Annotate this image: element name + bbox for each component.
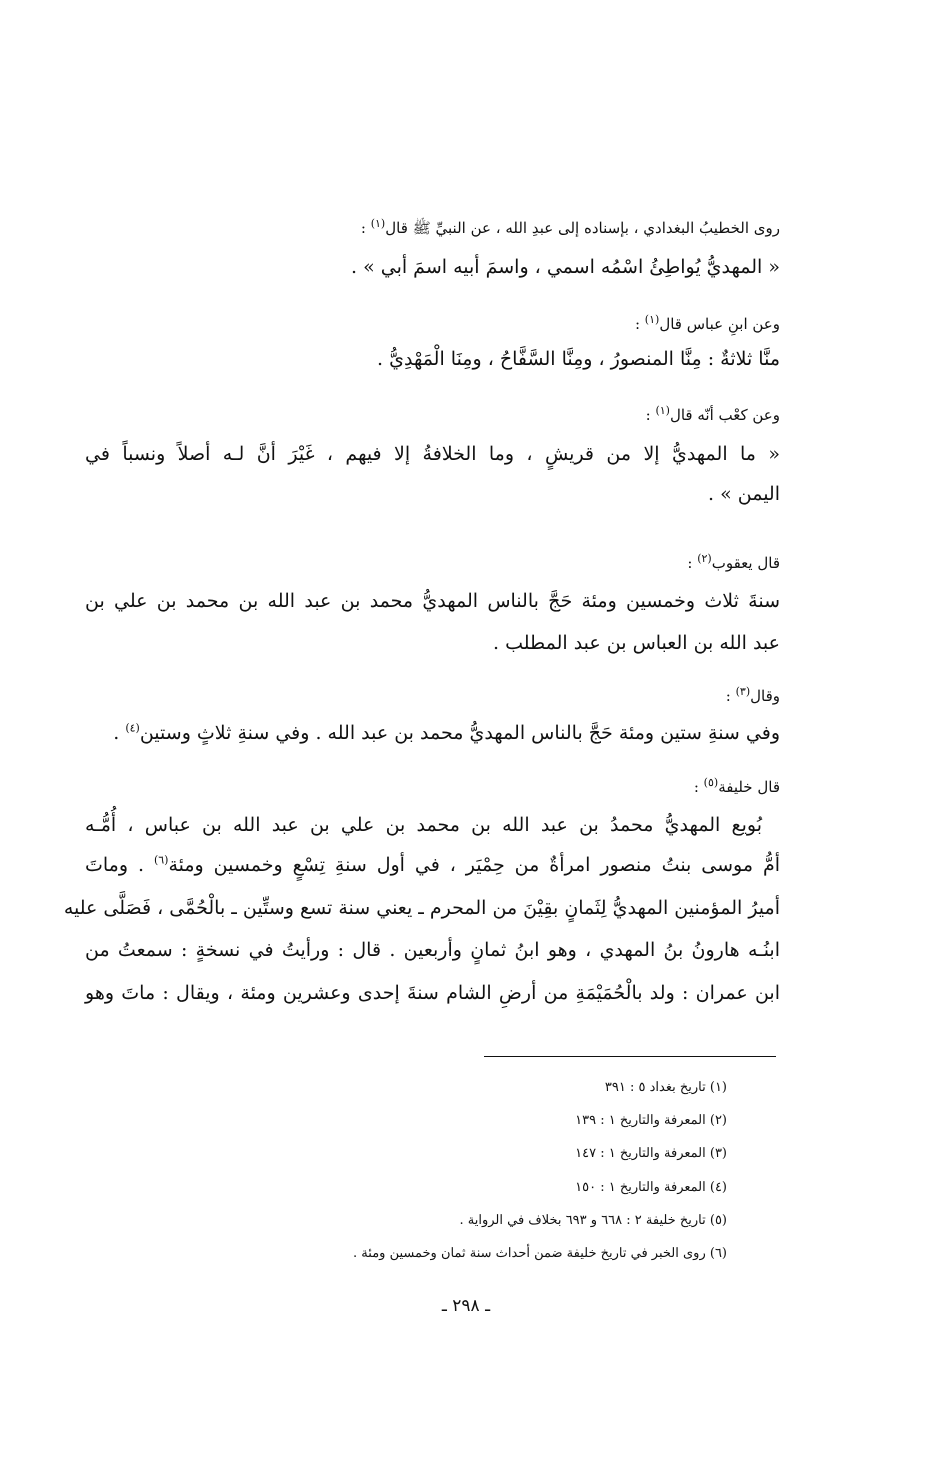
- footnote: (٢) المعرفة والتاريخ ١ : ١٣٩: [575, 1113, 727, 1128]
- body-text-line: ابنُـه هارونُ بنُ المهدي ، وهو ابنُ ثمانٍ وأربعين . قال : ورأيتُ في نسخةٍ : سمعتُ من: [85, 939, 780, 961]
- footnote: (١) تاريخ بغداد ٥ : ٣٩١: [604, 1080, 727, 1095]
- footnote: (٦) روى الخبر في تاريخ خليفة ضمن أحداث سنة ثمان وخمسين ومئة .: [353, 1246, 727, 1261]
- body-text-line: بُويع المهديُّ محمدُ بن عبد الله بن محمد بن علي بن عبد الله بن عباس ، أُمُّـه: [85, 814, 762, 836]
- hadith-text-line: اليمن » .: [708, 483, 780, 505]
- footnote-divider: [484, 1056, 776, 1057]
- footnote-ref: (١): [655, 404, 670, 417]
- narration-intro: وقال$^{(٣)}$ :: [725, 685, 780, 705]
- body-text-line: سنةَ ثلاث وخمسين ومئة حَجَّ بالناس المهديُّ محمد بن عبد الله بن محمد بن علي بن: [85, 590, 780, 612]
- body-text-line: عبد الله بن العباس بن عبد المطلب .: [493, 632, 780, 654]
- footnote-ref: (٢): [697, 552, 712, 565]
- footnote-ref: (٥): [703, 776, 719, 789]
- narration-intro: وعن كعْب أنّه قال$^{(١)}$ :: [645, 404, 780, 424]
- hadith-text-line: « ما المهديُّ إلا من قريشٍ ، وما الخلافةُ إلا فيهم ، غَيْرَ أنَّ لـه أصلاً ونسباً في: [85, 443, 780, 465]
- body-text-line: أمُّ موسى بنتُ منصور امرأةٌ من حِمْيَر ، في أول سنةِ تِسْعٍ وخمسين ومئة$^{(٦)}$ . وماتَ: [85, 853, 780, 876]
- footnote-ref: (٦): [153, 853, 169, 867]
- footnote-ref: (١): [370, 217, 386, 230]
- narration-intro: روى الخطيبُ البغدادي ، بإسناده إلى عبدِ الله ، عن النبيِّ ﷺ قال$^{(١)}$ :: [360, 217, 780, 237]
- page-number: ـ ٢٩٨ ـ: [441, 1296, 491, 1316]
- body-text-line: ابن عمران : ولد بالْحُمَيْمَةِ من أرضِ الشام سنةَ إحدى وعشرين ومئة ، ويقال : ماتَ وهو: [85, 982, 780, 1004]
- narration-intro: قال يعقوب$^{(٢)}$ :: [687, 552, 780, 572]
- hadith-text: « المهديُّ يُواطِئُ اسْمُه اسمي ، واسمَ أبيه اسمَ أبي » .: [351, 256, 780, 278]
- body-text-line: أميرُ المؤمنين المهديُّ لِثَمانٍ بقِيْنَ من المحرم ـ يعني سنة تسع وستِّين ـ بالْحُمَّى ، فَصَلَّى عليه: [63, 897, 780, 919]
- footnote: (٥) تاريخ خليفة ٢ : ٦٦٨ و ٦٩٣ بخلاف في الرواية .: [459, 1213, 727, 1228]
- footnote-ref: (١): [644, 313, 660, 326]
- footnote: (٣) المعرفة والتاريخ ١ : ١٤٧: [575, 1146, 727, 1161]
- body-text-line: وفي سنةِ ستين ومئة حَجَّ بالناس المهديُّ محمد بن عبد الله . وفي سنةِ ثلاثٍ وستين$^{(٤)}$ .: [113, 721, 780, 744]
- footnote-ref: (٣): [735, 685, 751, 698]
- narration-intro: قال خليفة$^{(٥)}$ :: [693, 776, 780, 796]
- footnote: (٤) المعرفة والتاريخ ١ : ١٥٠: [575, 1180, 727, 1195]
- hadith-text: منَّا ثلاثةٌ : مِنَّا المنصورُ ، ومِنَّا السَّفَّاحُ ، ومِنَا الْمَهْدِيُّ .: [377, 348, 780, 370]
- footnote-ref: (٤): [125, 721, 140, 735]
- narration-intro: وعن ابنِ عباس قال$^{(١)}$ :: [634, 313, 780, 333]
